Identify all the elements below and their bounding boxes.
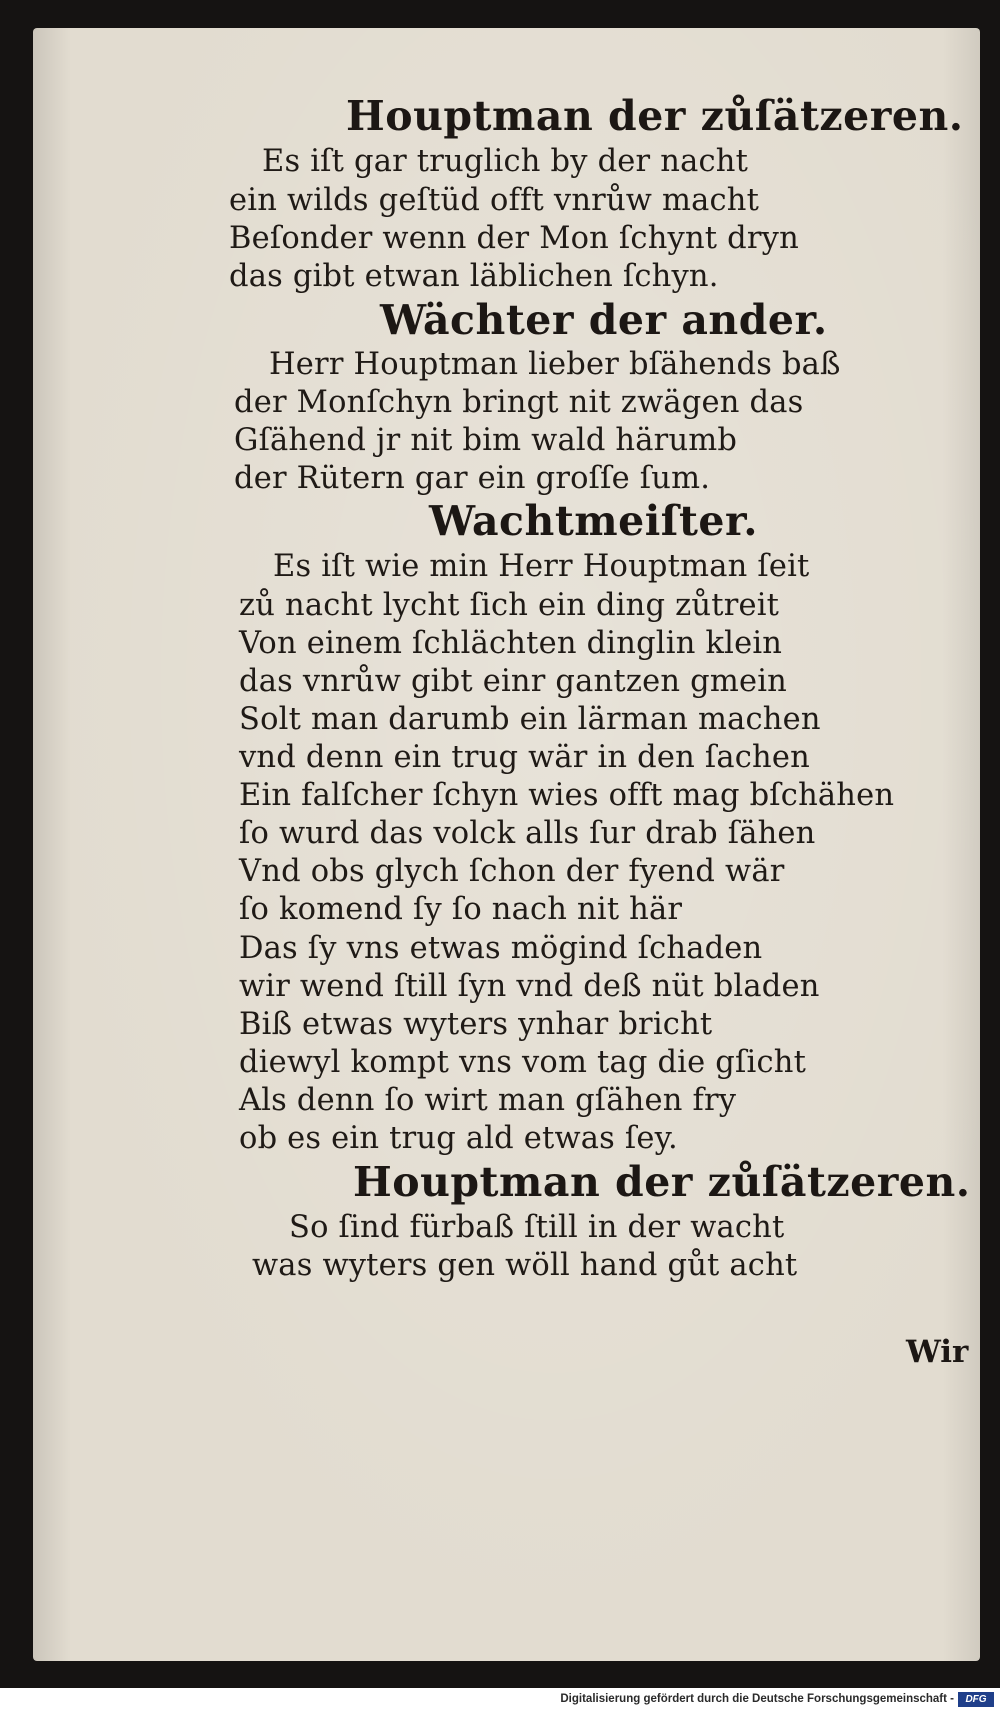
verse-line: ob es ein trug ald etwas ſey. <box>239 1121 678 1156</box>
verse-line: das gibt etwan läblichen ſchyn. <box>229 259 719 294</box>
verse-line: Es iſt gar truglich by der nacht <box>262 144 749 179</box>
verse-line: ſo wurd das volck alls ſur drab ſähen <box>239 816 816 851</box>
verse-line: Vnd obs glych ſchon der fyend wär <box>239 854 785 889</box>
verse-line: ſo komend ſy ſo nach nit här <box>239 892 683 927</box>
verse-line: ein wilds geſtüd offt vnrůw macht <box>229 183 760 218</box>
verse-line: Beſonder wenn der Mon ſchynt dryn <box>229 221 799 256</box>
verse-line: Als denn ſo wirt man gſähen fry <box>239 1083 737 1118</box>
verse-line: Solt man darumb ein lärman machen <box>239 702 821 737</box>
digitization-footer <box>0 1688 1000 1711</box>
verse-line: Es iſt wie min Herr Houptman ſeit <box>273 549 810 584</box>
funding-credit: Digitalisierung gefördert durch die Deutsche Forschungsgemeinschaft - <box>560 1693 954 1705</box>
verse-line: So ſind fürbaß ſtill in der wacht <box>289 1210 785 1245</box>
verse-line: das vnrůw gibt einr gantzen gmein <box>239 664 787 699</box>
speaker-heading-houptman-2: Houptman der zůſätzeren. <box>353 1158 971 1206</box>
verse-line: Ein falſcher ſchyn wies offt mag bſchähen <box>239 778 895 813</box>
verse-line: vnd denn ein trug wär in den ſachen <box>239 740 810 775</box>
verse-line: der Monſchyn bringt nit zwägen das <box>234 385 804 420</box>
catchword: Wir <box>906 1334 969 1370</box>
speaker-heading-wachtmeister: Wachtmeiſter. <box>429 497 759 545</box>
verse-line: zů nacht lycht ſich ein ding zůtreit <box>239 588 780 623</box>
speaker-heading-houptman-1: Houptman der zůſätzeren. <box>346 92 964 140</box>
verse-line: wir wend ſtill ſyn vnd deß nüt bladen <box>239 969 820 1004</box>
verse-line: was wyters gen wöll hand gůt acht <box>252 1248 798 1283</box>
verse-line: der Rütern gar ein groſſe ſum. <box>234 461 711 496</box>
verse-line: Das ſy vns etwas mögind ſchaden <box>239 931 763 966</box>
speaker-heading-waechter: Wächter der ander. <box>380 296 828 344</box>
verse-line: Biß etwas wyters ynhar bricht <box>239 1007 713 1042</box>
verse-line: Gſähend jr nit bim wald härumb <box>234 423 738 458</box>
verse-line: diewyl kompt vns vom tag die gſicht <box>239 1045 807 1080</box>
verse-line: Herr Houptman lieber bſähends baß <box>269 347 841 382</box>
book-page <box>33 28 980 1661</box>
verse-line: Von einem ſchlächten dinglin klein <box>239 626 783 661</box>
dfg-logo[interactable]: DFG <box>958 1692 994 1707</box>
